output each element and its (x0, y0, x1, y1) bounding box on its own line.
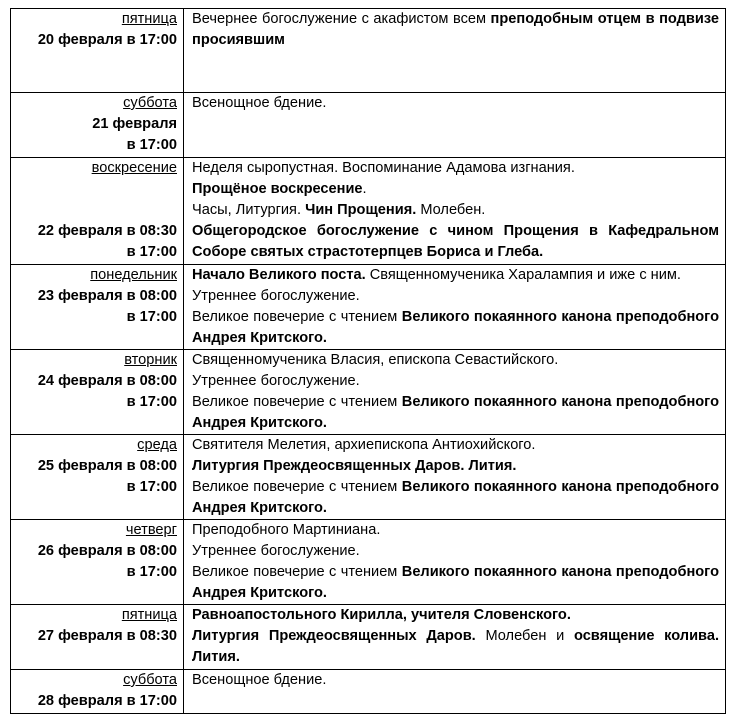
schedule-table (10, 8, 726, 714)
plain-text: Утреннее богослужение. (192, 543, 360, 559)
service-line (192, 456, 719, 477)
service-line (192, 562, 719, 604)
service-line (192, 200, 719, 221)
datetime-line: в 17:00 (126, 309, 177, 325)
date-cell (11, 435, 184, 520)
service-description-cell (184, 93, 726, 158)
service-line (192, 520, 719, 541)
plain-text: Всенощное бдение. (192, 95, 327, 111)
datetime-line: в 17:00 (126, 137, 177, 153)
schedule-row (11, 605, 726, 670)
service-description-cell (184, 265, 726, 350)
schedule-row (11, 93, 726, 158)
service-line (192, 626, 719, 668)
plain-text: Вечернее богослужение с акафистом всем (192, 11, 491, 27)
plain-text: Неделя сыропустная. Воспоминание Адамова изгнания. (192, 160, 575, 176)
date-cell (11, 350, 184, 435)
datetime-line (11, 179, 177, 200)
weekday-label: воскресение (91, 160, 177, 176)
emphasis-text: Чин Прощения. (305, 202, 417, 218)
emphasis-text: Великого покаянного канона преподобного Андрея Критского. (192, 564, 719, 601)
schedule-row (11, 435, 726, 520)
schedule-row (11, 520, 726, 605)
service-line (192, 265, 719, 286)
weekday-label: суббота (123, 95, 177, 111)
datetime-line: в 17:00 (126, 394, 177, 410)
emphasis-text: Литургия Преждеосвященных Даров. Лития. (192, 458, 517, 474)
service-description-cell (184, 350, 726, 435)
service-line (192, 221, 719, 263)
date-cell (11, 158, 184, 265)
emphasis-text: Общегородское богослужение с чином Прощения в Кафедральном Соборе святых страстотерпцев Бориса и Глеба. (192, 223, 719, 260)
plain-text: Великое повечерие с чтением (192, 564, 402, 580)
datetime-line: 22 февраля в 08:30 (37, 223, 177, 239)
datetime-line: 26 февраля в 08:00 (37, 543, 177, 559)
plain-text: . (362, 181, 367, 197)
datetime-line: в 17:00 (126, 479, 177, 495)
datetime-line: в 17:00 (126, 244, 177, 260)
service-line (192, 371, 719, 392)
plain-text: Всенощное бдение. (192, 672, 327, 688)
date-cell (11, 9, 184, 93)
datetime-line: 23 февраля в 08:00 (37, 288, 177, 304)
plain-text: Утреннее богослужение. (192, 288, 360, 304)
service-description-cell (184, 158, 726, 265)
date-cell (11, 93, 184, 158)
emphasis-text: Равноапостольного Кирилла, учителя Словенского. (192, 607, 571, 623)
service-description-cell (184, 605, 726, 670)
service-line (192, 286, 719, 307)
service-line (192, 392, 719, 434)
schedule-row (11, 670, 726, 714)
schedule-row (11, 350, 726, 435)
plain-text: Молебен. (416, 202, 486, 218)
datetime-line: 20 февраля в 17:00 (37, 32, 177, 48)
datetime-line: 25 февраля в 08:00 (37, 458, 177, 474)
service-description-cell (184, 670, 726, 714)
date-cell (11, 670, 184, 714)
datetime-line: в 17:00 (126, 564, 177, 580)
service-line (192, 435, 719, 456)
plain-text: Великое повечерие с чтением (192, 479, 402, 495)
service-line (192, 93, 719, 114)
datetime-line: 28 февраля в 17:00 (37, 693, 177, 709)
emphasis-text: Великого покаянного канона преподобного Андрея Критского. (192, 394, 719, 431)
service-line (192, 307, 719, 349)
emphasis-text: преподобным отцем в подвизе просиявшим (192, 11, 719, 48)
plain-text: Утреннее богослужение. (192, 373, 360, 389)
service-line (192, 158, 719, 179)
weekday-label: пятница (121, 11, 177, 27)
plain-text: Молебен и (475, 628, 574, 644)
date-cell (11, 265, 184, 350)
plain-text: Часы, Литургия. (192, 202, 306, 218)
date-cell (11, 520, 184, 605)
emphasis-text: Великого покаянного канона преподобного Андрея Критского. (192, 479, 719, 516)
plain-text: Священномученика Власия, епископа Севастийского. (192, 352, 559, 368)
weekday-label: понедельник (90, 267, 177, 283)
service-line (192, 477, 719, 519)
datetime-line: 24 февраля в 08:00 (37, 373, 177, 389)
datetime-line: 27 февраля в 08:30 (37, 628, 177, 644)
emphasis-text: Литургия Преждеосвященных Даров. (192, 628, 476, 644)
weekday-label: среда (137, 437, 177, 453)
service-description-cell (184, 435, 726, 520)
datetime-line (11, 200, 177, 221)
emphasis-text: Прощёное воскресение (192, 181, 363, 197)
emphasis-text: Начало Великого поста. (192, 267, 366, 283)
weekday-label: суббота (123, 672, 177, 688)
plain-text: Преподобного Мартиниана. (192, 522, 381, 538)
service-description-cell (184, 9, 726, 93)
service-line (192, 9, 719, 51)
weekday-label: пятница (121, 607, 177, 623)
plain-text: Святителя Мелетия, архиепископа Антиохийского. (192, 437, 536, 453)
weekday-label: четверг (125, 522, 177, 538)
schedule-row (11, 9, 726, 93)
weekday-label: вторник (124, 352, 177, 368)
plain-text: Священномученика Харалампия и иже с ним. (365, 267, 681, 283)
service-description-cell (184, 520, 726, 605)
service-line (192, 605, 719, 626)
schedule-row (11, 158, 726, 265)
service-line (192, 670, 719, 691)
emphasis-text: освящение колива. Лития. (192, 628, 719, 665)
emphasis-text: Великого покаянного канона преподобного Андрея Критского. (192, 309, 719, 346)
date-cell (11, 605, 184, 670)
service-line (192, 541, 719, 562)
datetime-line: 21 февраля (92, 116, 177, 132)
plain-text: Великое повечерие с чтением (192, 309, 402, 325)
service-line (192, 179, 719, 200)
schedule-body (11, 9, 726, 714)
schedule-row (11, 265, 726, 350)
plain-text: Великое повечерие с чтением (192, 394, 402, 410)
service-line (192, 350, 719, 371)
